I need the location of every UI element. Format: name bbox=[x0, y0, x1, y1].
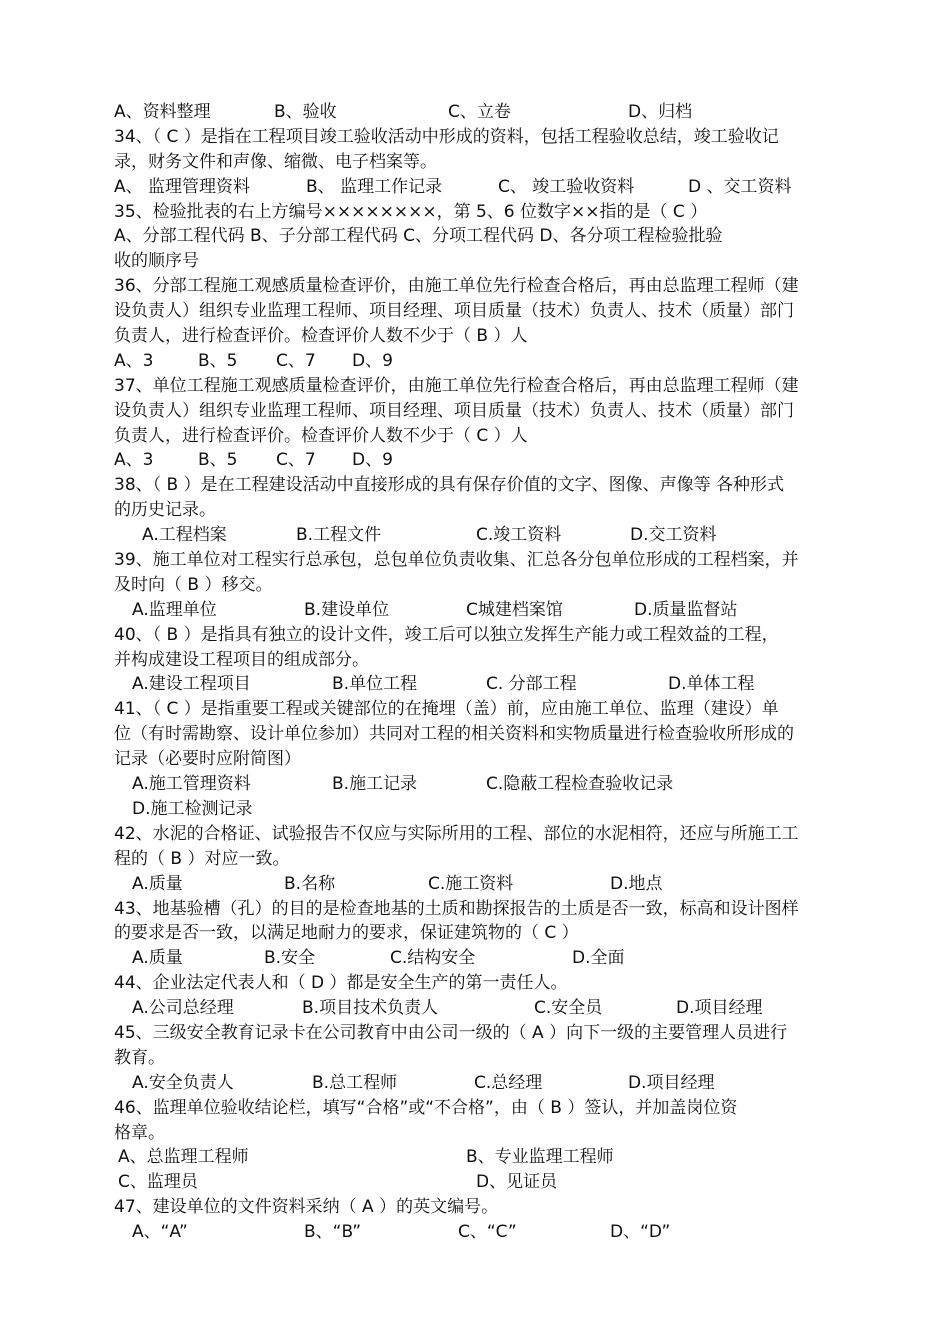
option: D.全面 bbox=[572, 948, 625, 969]
option: D.施工检测记录 bbox=[132, 798, 253, 819]
question-line: 负责人，进行检查评价。检查评价人数不少于（ C ）人 bbox=[114, 425, 528, 446]
options-row bbox=[114, 1071, 884, 1096]
option: D、见证员 bbox=[476, 1172, 558, 1193]
option: D、归档 bbox=[628, 102, 693, 122]
options-row bbox=[114, 996, 884, 1021]
option: D.交工资料 bbox=[630, 525, 717, 546]
option: A.质量 bbox=[132, 948, 183, 969]
option: B、5 bbox=[198, 450, 238, 471]
option: A.建设工程项目 bbox=[132, 674, 251, 695]
question-line: 35、检验批表的右上方编号××××××××，第 5、6 位数字××指的是（ C ） bbox=[114, 201, 708, 222]
question-text bbox=[114, 100, 884, 1245]
option: A、 监理管理资料 bbox=[114, 176, 251, 197]
question-line: A、分部工程代码 B、子分部工程代码 C、分项工程代码 D、各分项工程检验批验 bbox=[114, 226, 723, 247]
option: D.单体工程 bbox=[668, 674, 755, 695]
options-row bbox=[114, 523, 884, 548]
option: D.项目经理 bbox=[676, 998, 763, 1019]
question-line: 设负责人）组织专业监理工程师、项目经理、项目质量（技术）负责人、技术（质量）部门 bbox=[114, 301, 794, 322]
question-line: 程的（ B ）对应一致。 bbox=[114, 848, 290, 869]
question-line: 47、建设单位的文件资料采纳（ A ）的英文编号。 bbox=[114, 1197, 499, 1218]
option: B.总工程师 bbox=[312, 1072, 398, 1093]
question-line: 43、地基验槽（孔）的目的是检查地基的土质和勘探报告的土质是否一致，标高和设计图样 bbox=[114, 898, 799, 919]
option: A、总监理工程师 bbox=[118, 1147, 249, 1168]
option: C、7 bbox=[276, 350, 316, 371]
option: A、“A” bbox=[132, 1222, 188, 1243]
options-row bbox=[114, 772, 884, 797]
question-line: 39、施工单位对工程实行总承包，总包单位负责收集、汇总各分包单位形成的工程档案，并 bbox=[114, 550, 799, 571]
question-line: 45、三级安全教育记录卡在公司教育中由公司一级的（ A ）向下一级的主要管理人员进行 bbox=[114, 1022, 788, 1043]
options-row bbox=[114, 946, 884, 971]
option: C. 分部工程 bbox=[486, 674, 577, 695]
question-line: 收的顺序号 bbox=[114, 251, 199, 272]
option: C、监理员 bbox=[118, 1172, 198, 1193]
option: C、7 bbox=[276, 450, 316, 471]
options-row bbox=[114, 1170, 884, 1195]
option: D、9 bbox=[352, 450, 393, 471]
option: D、“D” bbox=[610, 1222, 671, 1243]
options-row bbox=[114, 797, 884, 822]
option: C城建档案馆 bbox=[466, 599, 563, 620]
option: B.建设单位 bbox=[304, 599, 390, 620]
option: C.隐蔽工程检查验收记录 bbox=[486, 774, 674, 795]
option: A、3 bbox=[114, 350, 154, 371]
option: B.工程文件 bbox=[296, 525, 382, 546]
question-line: 的要求是否一致，以满足地耐力的要求，保证建筑物的（ C ） bbox=[114, 923, 579, 944]
options-row bbox=[114, 672, 884, 697]
options-row bbox=[114, 175, 884, 200]
options-row bbox=[114, 349, 884, 374]
option: B.施工记录 bbox=[332, 774, 418, 795]
option: C.结构安全 bbox=[390, 948, 476, 969]
question-line: 37、单位工程施工观感质量检查评价，由施工单位先行检查合格后，再由总监理工程师（建 bbox=[114, 375, 799, 396]
options-row bbox=[114, 598, 884, 623]
question-line: 40、（ B ）是指具有独立的设计文件，竣工后可以独立发挥生产能力或工程效益的工程， bbox=[114, 624, 779, 645]
option: D.项目经理 bbox=[628, 1072, 715, 1093]
option: D.质量监督站 bbox=[634, 599, 738, 620]
question-line: 41、（ C ）是指重要工程或关键部位的在掩埋（盖）前，应由施工单位、监理（建设）单 bbox=[114, 699, 779, 720]
option: C.施工资料 bbox=[428, 873, 514, 894]
option: C.安全员 bbox=[534, 998, 603, 1019]
question-line: 46、监理单位验收结论栏，填写“合格”或“不合格”，由（ B ）签认，并加盖岗位资 bbox=[114, 1097, 738, 1118]
option: B.单位工程 bbox=[332, 674, 418, 695]
question-line: 教育。 bbox=[114, 1047, 165, 1068]
option: D 、交工资料 bbox=[688, 176, 792, 197]
options-row bbox=[114, 1220, 884, 1245]
question-line: 44、企业法定代表人和（ D ）都是安全生产的第一责任人。 bbox=[114, 973, 568, 994]
options-row bbox=[114, 100, 884, 125]
option: C.竣工资料 bbox=[476, 525, 562, 546]
question-line: 位（有时需勘察、设计单位参加）共同对工程的相关资料和实物质量进行检查验收所形成的 bbox=[114, 724, 794, 745]
option: A.工程档案 bbox=[142, 525, 227, 546]
question-line: 格章。 bbox=[114, 1122, 165, 1143]
question-line: 36、分部工程施工观感质量检查评价，由施工单位先行检查合格后，再由总监理工程师（建 bbox=[114, 276, 799, 297]
options-row bbox=[114, 1145, 884, 1170]
question-line: 录，财务文件和声像、缩微、电子档案等。 bbox=[114, 151, 437, 172]
option: B、“B” bbox=[304, 1222, 362, 1243]
option: A、资料整理 bbox=[114, 102, 211, 122]
option: A、3 bbox=[114, 450, 154, 471]
option: C、“C” bbox=[458, 1222, 517, 1243]
option: A.质量 bbox=[132, 873, 183, 894]
question-line: 并构成建设工程项目的组成部分。 bbox=[114, 649, 369, 670]
question-line: 38、（ B ）是在工程建设活动中直接形成的具有保存价值的文字、图像、声像等 各种形式 bbox=[114, 475, 785, 496]
question-line: 记录（必要时应附简图） bbox=[114, 749, 301, 770]
option: B.安全 bbox=[264, 948, 316, 969]
option: C、立卷 bbox=[448, 102, 511, 122]
question-line: 设负责人）组织专业监理工程师、项目经理、项目质量（技术）负责人、技术（质量）部门 bbox=[114, 400, 794, 421]
option: B.项目技术负责人 bbox=[302, 998, 439, 1019]
question-line: 负责人，进行检查评价。检查评价人数不少于（ B ）人 bbox=[114, 326, 528, 347]
question-line: 42、水泥的合格证、试验报告不仅应与实际所用的工程、部位的水泥相符，还应与所施工工 bbox=[114, 823, 799, 844]
option: B、验收 bbox=[274, 102, 337, 122]
option: A.监理单位 bbox=[132, 599, 217, 620]
options-row bbox=[114, 872, 884, 897]
option: D、9 bbox=[352, 350, 393, 371]
question-line: 34、（ C ）是指在工程项目竣工验收活动中形成的资料，包括工程验收总结，竣工验收记 bbox=[114, 126, 779, 147]
question-line: 及时向（ B ）移交。 bbox=[114, 574, 273, 595]
option: B、专业监理工程师 bbox=[466, 1147, 614, 1168]
option: D.地点 bbox=[610, 873, 663, 894]
option: B、5 bbox=[198, 350, 238, 371]
option: C.总经理 bbox=[474, 1072, 543, 1093]
options-row bbox=[114, 448, 884, 473]
option: A.安全负责人 bbox=[132, 1072, 234, 1093]
option: B、 监理工作记录 bbox=[306, 176, 443, 197]
option: A.公司总经理 bbox=[132, 998, 234, 1019]
option: B.名称 bbox=[284, 873, 336, 894]
option: A.施工管理资料 bbox=[132, 774, 251, 795]
option: C、 竣工验收资料 bbox=[498, 176, 635, 197]
question-line: 的历史记录。 bbox=[114, 500, 216, 521]
